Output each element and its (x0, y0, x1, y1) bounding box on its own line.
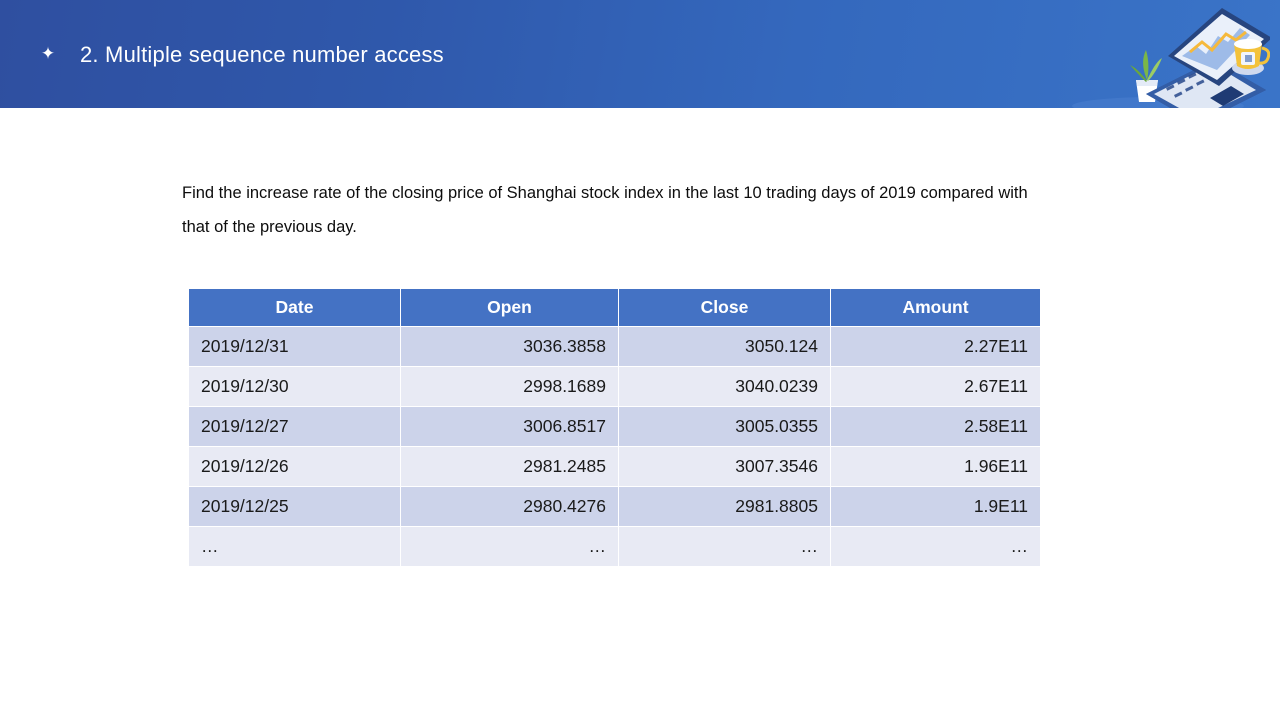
instruction-text: Find the increase rate of the closing price of Shanghai stock index in the last 10 trading days of 2019 compared with that of the previous day. (182, 184, 1028, 236)
table-row (189, 367, 1041, 407)
laptop-illustration (1050, 2, 1270, 108)
page-title: 2. Multiple sequence number access (80, 42, 444, 67)
cell-amount: 2.27E11 (831, 327, 1041, 367)
cell-date: 2019/12/27 (189, 407, 401, 447)
cell-close: … (619, 527, 831, 567)
column-header-date: Date (189, 289, 401, 327)
stock-data-table (188, 288, 1041, 567)
column-header-close: Close (619, 289, 831, 327)
column-header-amount: Amount (831, 289, 1041, 327)
cell-date: 2019/12/26 (189, 447, 401, 487)
cell-open: … (401, 527, 619, 567)
slide-header (0, 0, 1280, 108)
cell-amount: … (831, 527, 1041, 567)
cell-close: 3050.124 (619, 327, 831, 367)
cell-open: 2980.4276 (401, 487, 619, 527)
cell-close: 3005.0355 (619, 407, 831, 447)
table-row (189, 527, 1041, 567)
cell-date: 2019/12/30 (189, 367, 401, 407)
cell-open: 3006.8517 (401, 407, 619, 447)
cell-close: 2981.8805 (619, 487, 831, 527)
cell-date: 2019/12/25 (189, 487, 401, 527)
cell-close: 3040.0239 (619, 367, 831, 407)
cell-open: 2981.2485 (401, 447, 619, 487)
cell-amount: 2.58E11 (831, 407, 1041, 447)
table-row (189, 447, 1041, 487)
cell-amount: 1.9E11 (831, 487, 1041, 527)
cell-amount: 2.67E11 (831, 367, 1041, 407)
table-row (189, 487, 1041, 527)
column-header-open: Open (401, 289, 619, 327)
sparkle-icon: ✦ (40, 44, 56, 63)
cell-close: 3007.3546 (619, 447, 831, 487)
cell-amount: 1.96E11 (831, 447, 1041, 487)
cell-date: 2019/12/31 (189, 327, 401, 367)
cell-open: 2998.1689 (401, 367, 619, 407)
cell-date: … (189, 527, 401, 567)
table-header-row (189, 289, 1041, 327)
table-row (189, 407, 1041, 447)
cell-open: 3036.3858 (401, 327, 619, 367)
table-row (189, 327, 1041, 367)
